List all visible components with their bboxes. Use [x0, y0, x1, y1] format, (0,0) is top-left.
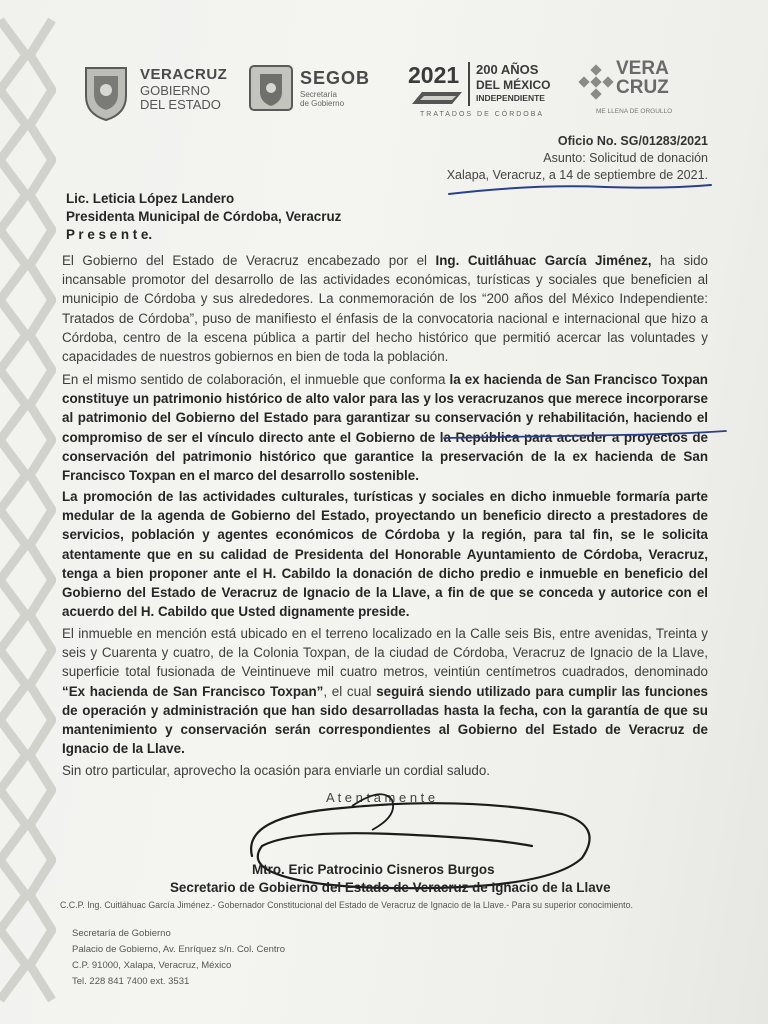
segob-shield-icon	[246, 62, 296, 114]
oficio-number: Oficio No. SG/01283/2021	[557, 134, 708, 148]
veracruz-logo-line2: GOBIERNO	[140, 83, 211, 98]
vera-logo-line2: CRUZ	[616, 77, 669, 98]
body-paragraph-2	[62, 370, 708, 485]
anniversary-line2: DEL MÉXICO	[476, 78, 551, 92]
anniversary-line1: 200 AÑOS	[476, 62, 539, 77]
recipient-name: Lic. Leticia López Landero	[66, 191, 235, 206]
p4-property-name: “Ex hacienda de San Francisco Toxpan”	[62, 683, 324, 699]
veracruz-shield-icon	[80, 62, 132, 122]
p4-text-a: El inmueble en mención está ubicado en el terreno localizado en la Calle seis Bis, entre avenidas, Treinta y seis y Cuarenta y cuatro, de la Colonia Toxpan, de la ciudad de Córdoba, Veracruz de Ignacio de la Llave, superficie total fusionada de Veintinueve mil cuatro metros, veintiún centímetros cuadrados, denominado	[62, 626, 708, 680]
p4-text-bold: seguirá siendo utilizado para cumplir las funciones de operación y administración que han sido desarrolladas hasta la fecha, con la garantía de que su mantenimiento y conservación serán correspondientes al Gobierno del Estado de Veracruz de Ignacio de la Llave.	[62, 683, 708, 757]
veracruz-star-pattern-icon	[578, 64, 614, 100]
p4-text-c: , el cual	[323, 683, 377, 699]
body-paragraph-5: Sin otro particular, aprovecho la ocasión para enviarle un cordial saludo.	[62, 763, 491, 778]
atentamente: A t e n t a m e n t e	[326, 790, 436, 805]
vera-logo-line1: VERA	[616, 58, 669, 79]
recipient-title: Presidenta Municipal de Córdoba, Veracruz	[66, 209, 342, 224]
p1-text-c: ha sido incansable promotor del desarrollo de las actividades económicas, turísticas y sociales que beneficien al municipio de Córdoba y sus alrededores. La conmemoración de los “200 años del México Independiente: Tratados de Córdoba”, puso de manifiesto el énfasis de la convocatoria nacional e internacional que hizo a Córdoba, centro de la escena pública a partir del hecho histórico que permitió acercar las voluntades y capacidades de nuestros gobiernos en bien de toda la población.	[62, 253, 709, 365]
blue-pen-underline-conservacion	[440, 430, 730, 448]
recipient-presente: P r e s e n t e.	[66, 227, 153, 242]
asunto: Asunto: Solicitud de donación	[543, 151, 708, 165]
blue-pen-underline-date	[445, 180, 715, 198]
p1-governor-name: Ing. Cuitláhuac García Jiménez,	[435, 253, 652, 268]
p2-text-bold: la ex hacienda de San Francisco Toxpan constituye un patrimonio histórico de alto valor para las y los veracruzanos que merece incorporarse al patrimonio del Gobierno del Estado para garantizar su conservación y rehabilitación, haciendo el compromiso de ser el vínculo directo ante el Gobierno de la República para acceder a proyectos de conservación del patrimonio histórico que garantice la preservación de la ex hacienda de San Francisco Toxpan en el marco del desarrollo sostenible.	[62, 372, 708, 484]
footer-postal-code: C.P. 91000, Xalapa, Veracruz, México	[72, 960, 232, 971]
anniversary-line3: INDEPENDIENTE	[476, 93, 545, 103]
p1-text-a: El Gobierno del Estado de Veracruz encabezado por el	[62, 253, 436, 268]
side-pattern-decoration	[0, 0, 56, 1024]
ccp-note: C.C.P. Ing. Cuitláhuac García Jiménez.- Gobernador Constitucional del Estado de Veracruz de Ignacio de la Llave.- Para su superior conocimiento.	[60, 900, 633, 910]
anniversary-year: 2021	[408, 62, 460, 88]
footer-phone: Tel. 228 841 7400 ext. 3531	[72, 976, 190, 987]
anniversary-divider	[468, 62, 470, 106]
p2-text-a: En el mismo sentido de colaboración, el inmueble que conforma	[62, 372, 450, 387]
signer-title: Secretario de Gobierno del Estado de Veracruz de Ignacio de la Llave	[170, 880, 611, 895]
segob-logo-sub1: Secretaría	[300, 90, 337, 99]
vera-logo-tagline: ME LLENA DE ORGULLO	[596, 108, 673, 115]
segob-logo-title: SEGOB	[300, 68, 371, 88]
footer-address: Palacio de Gobierno, Av. Enríquez s/n. Col. Centro	[72, 944, 285, 955]
date-line: Xalapa, Veracruz, a 14 de septiembre de 2021.	[446, 168, 708, 182]
body-paragraph-4	[62, 624, 708, 758]
flag-ribbon-icon	[410, 88, 464, 106]
body-paragraph-1	[62, 251, 708, 366]
anniversary-caption: TRATADOS DE CÓRDOBA	[420, 111, 545, 118]
body-paragraph-3: La promoción de las actividades culturales, turísticas y sociales en dicho inmueble formaría parte medular de la agenda de Gobierno del Estado, proyectando un beneficio directo a prestadores de servicios, población y agentes económicos de Córdoba y la región, para tal fin, se le solicita atentamente que en su calidad de Presidenta del Honorable Ayuntamiento de Córdoba, Veracruz, tenga a bien proponer ante el H. Cabildo la donación de dicho predio e inmueble en beneficio del Gobierno del Estado de Veracruz de Ignacio de la Llave, a fin de que se conceda y autorice con el acuerdo del H. Cabildo que Usted dignamente preside.	[62, 489, 708, 620]
footer-dependency: Secretaría de Gobierno	[72, 928, 171, 939]
signer-name: Mtro. Eric Patrocinio Cisneros Burgos	[252, 862, 495, 877]
veracruz-logo-line1: VERACRUZ	[140, 66, 228, 83]
veracruz-logo-line3: DEL ESTADO	[140, 97, 221, 112]
segob-logo-sub2: de Gobierno	[300, 99, 345, 108]
